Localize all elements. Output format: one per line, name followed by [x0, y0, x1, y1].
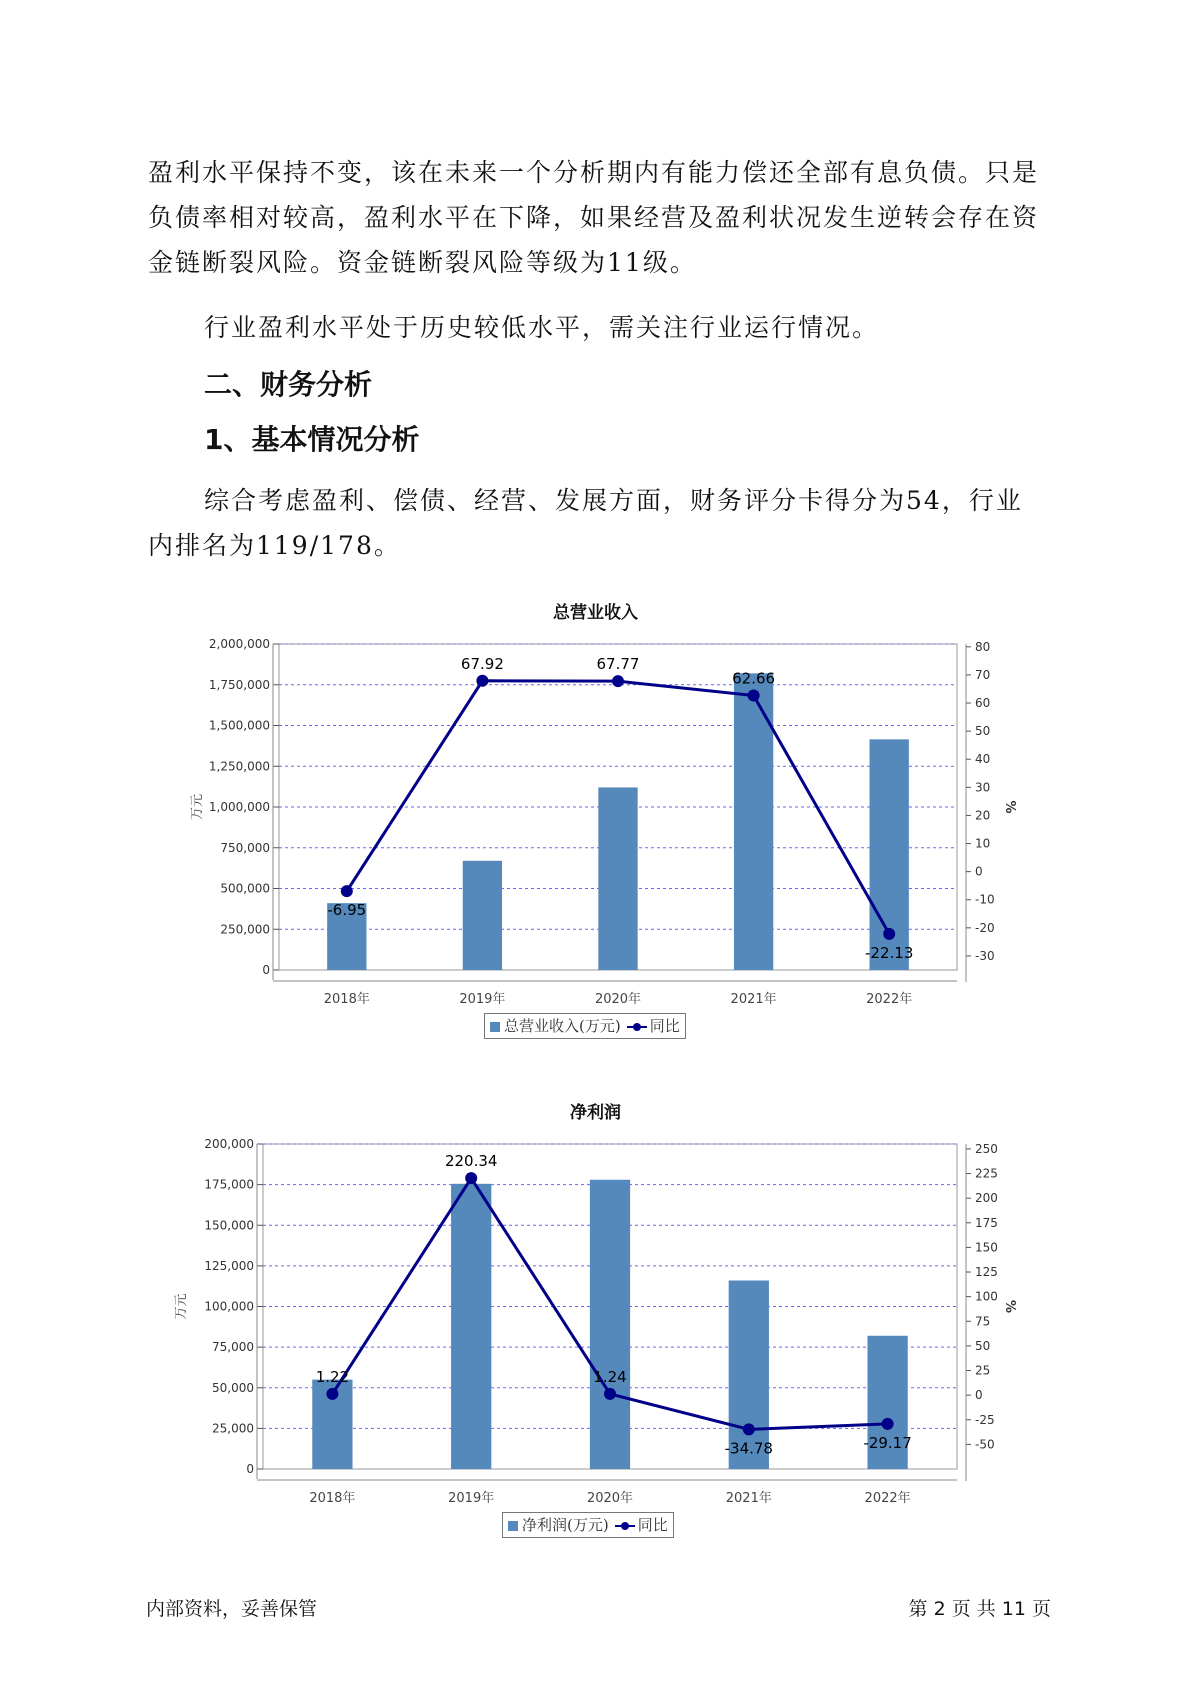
y-tick-label: 125,000	[204, 1258, 254, 1273]
legend-line-label: 同比	[637, 1516, 668, 1534]
y-tick-label: 175,000	[204, 1177, 254, 1192]
chart-1-title: 总营业收入	[553, 603, 638, 623]
bar	[598, 787, 637, 970]
x-tick-label: 2021年	[730, 992, 777, 1007]
line-marker-icon	[627, 1022, 647, 1032]
x-tick-label: 2021年	[725, 1491, 772, 1506]
y-tick-label: 25,000	[212, 1421, 254, 1436]
yoy-point	[882, 1418, 894, 1430]
legend-line-label: 同比	[649, 1017, 680, 1035]
y2-axis-title: %	[1002, 800, 1017, 814]
bar	[463, 861, 502, 970]
bar-swatch-icon	[490, 1022, 500, 1032]
net-profit-chart	[0, 1120, 1191, 1560]
y2-tick-label: 250	[975, 1141, 998, 1156]
y2-tick-label: 60	[975, 696, 991, 711]
y2-tick-label: 150	[975, 1240, 998, 1255]
y2-tick-label: 80	[975, 639, 991, 654]
x-tick-label: 2018年	[309, 1491, 356, 1506]
y2-tick-label: 30	[975, 780, 991, 795]
y2-tick-label: -30	[975, 948, 995, 963]
yoy-point	[326, 1388, 338, 1400]
bar-swatch-icon	[508, 1521, 518, 1531]
y-tick-label: 100,000	[204, 1299, 254, 1314]
y2-tick-label: -25	[975, 1412, 995, 1427]
y2-tick-label: 200	[975, 1191, 998, 1206]
y2-tick-label: 40	[975, 752, 991, 767]
footer-left: 内部资料，妥善保管	[146, 1598, 318, 1620]
y-tick-label: 0	[262, 963, 270, 977]
x-tick-label: 2019年	[448, 1491, 495, 1506]
y-tick-label: 1,750,000	[208, 677, 270, 692]
legend-bar-label: 总营业收入(万元)	[504, 1017, 621, 1035]
y-tick-label: 150,000	[204, 1218, 254, 1233]
yoy-point	[465, 1172, 477, 1184]
y2-tick-label: 175	[975, 1215, 998, 1230]
y2-tick-label: 0	[975, 1388, 983, 1403]
x-tick-label: 2018年	[323, 992, 370, 1007]
y2-tick-label: 125	[975, 1265, 998, 1280]
y-tick-label: 75,000	[212, 1340, 254, 1355]
data-label: -6.95	[327, 901, 367, 920]
y2-tick-label: -10	[975, 892, 995, 907]
yoy-point	[341, 885, 353, 897]
y2-tick-label: -20	[975, 920, 995, 935]
bar	[590, 1180, 630, 1469]
y-tick-label: 750,000	[220, 840, 270, 855]
yoy-point	[883, 928, 895, 940]
x-tick-label: 2020年	[594, 992, 642, 1007]
data-label: 62.66	[732, 669, 776, 688]
y2-tick-label: 100	[975, 1289, 998, 1304]
paragraph-3: 综合考虑盈利、偿债、经营、发展方面，财务评分卡得分为54，行业内排名为119/178。	[148, 486, 1023, 560]
x-tick-label: 2022年	[864, 1491, 911, 1506]
yoy-point	[748, 690, 760, 702]
yoy-point	[612, 675, 624, 687]
y2-tick-label: 50	[975, 1338, 991, 1353]
y2-tick-label: 70	[975, 667, 991, 682]
yoy-point	[743, 1423, 755, 1435]
bar	[451, 1184, 491, 1469]
y2-tick-label: -50	[975, 1437, 995, 1452]
data-label: -29.17	[863, 1433, 912, 1452]
chart-1-legend	[484, 1013, 686, 1039]
y2-tick-label: 20	[975, 808, 991, 823]
y2-tick-label: 10	[975, 836, 991, 851]
data-label: 67.92	[460, 654, 504, 673]
data-label: -34.78	[724, 1439, 773, 1458]
revenue-chart	[0, 620, 1191, 1060]
y2-tick-label: 75	[975, 1314, 991, 1329]
subsection-heading: 1、基本情况分析	[204, 423, 420, 456]
y-axis-title: 万元	[190, 793, 205, 821]
chart-2-title: 净利润	[570, 1103, 621, 1123]
yoy-point	[604, 1388, 616, 1400]
y-axis-title: 万元	[174, 1293, 189, 1320]
paragraph-1: 盈利水平保持不变，该在未来一个分析期内有能力偿还全部有息负债。只是负债率相对较高，盈利水平在下降，如果经营及盈利状况发生逆转会存在资金链断裂风险。资金链断裂风险等级为11级。	[148, 158, 1040, 277]
y2-tick-label: 25	[975, 1363, 991, 1378]
x-tick-label: 2022年	[866, 992, 913, 1007]
yoy-point	[476, 675, 488, 687]
y-tick-label: 250,000	[220, 922, 270, 937]
y2-tick-label: 50	[975, 724, 991, 739]
data-label: -22.13	[865, 943, 914, 962]
data-label: 67.77	[596, 655, 640, 674]
chart-2-legend	[502, 1512, 674, 1538]
y2-axis-title: %	[1002, 1299, 1017, 1314]
section-heading: 二、财务分析	[204, 368, 373, 401]
data-label: 220.34	[444, 1152, 498, 1171]
x-tick-label: 2019年	[459, 992, 506, 1007]
y-tick-label: 200,000	[204, 1137, 254, 1151]
line-marker-icon	[615, 1521, 635, 1531]
y-tick-label: 1,250,000	[208, 759, 270, 774]
x-tick-label: 2020年	[586, 1491, 634, 1506]
y-tick-label: 2,000,000	[208, 637, 270, 651]
y2-tick-label: 225	[975, 1166, 998, 1181]
y-tick-label: 500,000	[220, 881, 270, 896]
footer-right: 第 2 页 共 11 页	[908, 1598, 1051, 1620]
data-label: 1.22	[315, 1367, 350, 1386]
data-label: 1.24	[593, 1367, 627, 1386]
y-tick-label: 50,000	[212, 1380, 254, 1395]
y2-tick-label: 0	[975, 864, 983, 879]
paragraph-2: 行业盈利水平处于历史较低水平，需关注行业运行情况。	[204, 313, 880, 342]
legend-bar-label: 净利润(万元)	[522, 1516, 609, 1534]
y-tick-label: 0	[246, 1462, 254, 1476]
y-tick-label: 1,000,000	[208, 800, 270, 814]
y-tick-label: 1,500,000	[208, 718, 270, 733]
